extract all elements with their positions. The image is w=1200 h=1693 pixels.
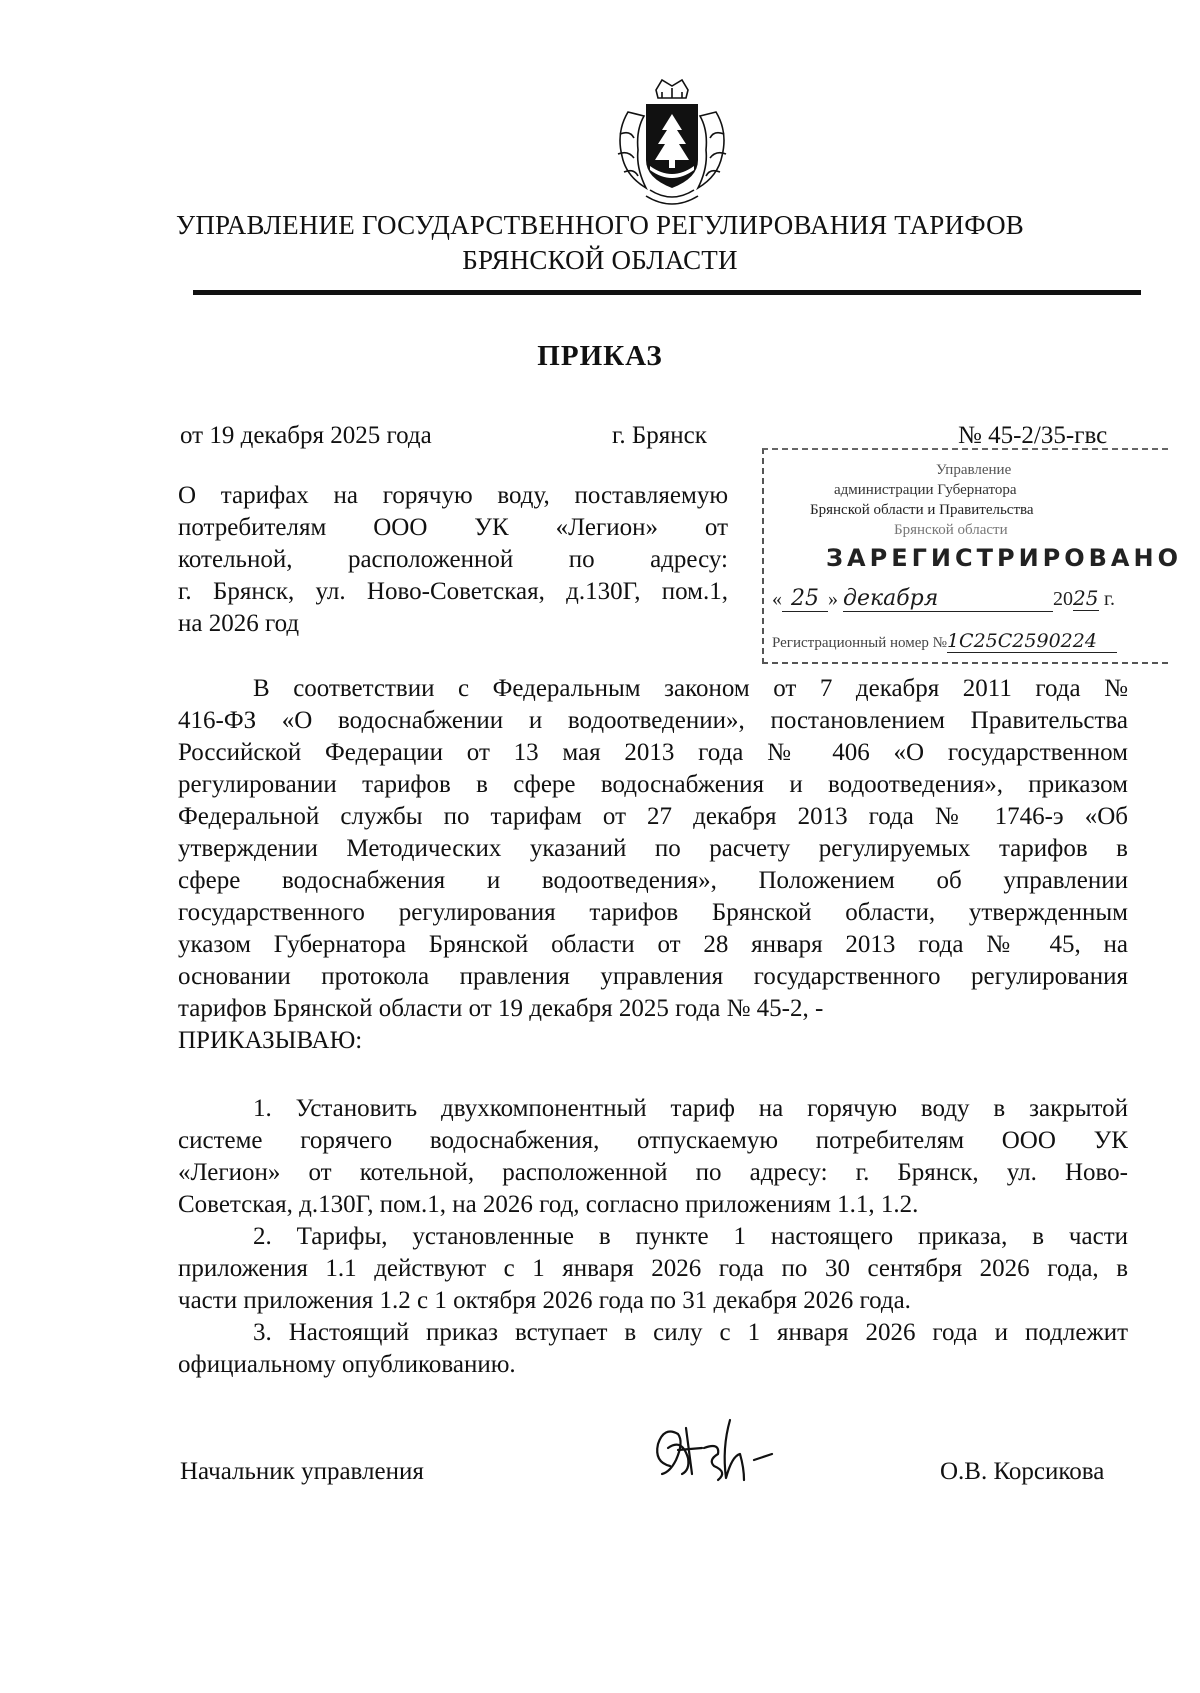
signatory-name: О.В. Корсикова (940, 1458, 1105, 1485)
preamble-line: сфере водоснабжения и водоотведения», Положением об управлении (178, 867, 1128, 894)
preamble-line: Федеральной службы по тарифам от 27 декабря 2013 года № 1746-э «Об (178, 803, 1128, 830)
order-city: г. Брянск (612, 422, 707, 449)
subject-line: котельной, расположенной по адресу: (178, 546, 728, 573)
authority-line-2: БРЯНСКОЙ ОБЛАСТИ (462, 245, 738, 275)
stamp-line-3: Брянской области и Правительства (810, 502, 1034, 518)
stamp-line-2: администрации Губернатора (834, 482, 1017, 498)
preamble-line: утверждении Методических указаний по расчету регулируемых тарифов в (178, 835, 1128, 862)
preamble-line: 416-ФЗ «О водоснабжении и водоотведении», постановлением Правительства (178, 707, 1128, 734)
subject-line: О тарифах на горячую воду, поставляемую (178, 482, 728, 509)
stamp-year-unit: г. (1104, 588, 1115, 610)
order-date: от 19 декабря 2025 года (180, 422, 432, 449)
stamp-month: декабря (843, 586, 1053, 612)
order-number: № 45-2/35-гвс (958, 422, 1108, 449)
issuing-authority (150, 208, 1050, 278)
item-3-line: 3. Настоящий приказ вступает в силу с 1 января 2026 года и подлежит (253, 1319, 1128, 1346)
order-body (178, 673, 1128, 1381)
stamp-reg-row (772, 630, 1117, 653)
stamp-status: ЗАРЕГИСТРИРОВАНО (826, 544, 1182, 572)
order-subject (178, 480, 728, 640)
header-divider (193, 290, 1141, 295)
registration-stamp (762, 448, 1182, 664)
stamp-reg-label: Регистрационный номер № (772, 635, 947, 651)
orders-word: ПРИКАЗЫВАЮ: (178, 1027, 363, 1054)
item-2-line: приложения 1.1 действуют с 1 января 2026 года по 30 сентября 2026 года, в (178, 1255, 1128, 1282)
subject-line: на 2026 год (178, 610, 300, 637)
stamp-line-4: Брянской области (894, 522, 1008, 538)
document-title: ПРИКАЗ (537, 340, 663, 372)
stamp-reg-number: 1С25С2590224 (947, 630, 1117, 653)
item-3-line: официальному опубликованию. (178, 1351, 516, 1378)
subject-line: г. Брянск, ул. Ново-Советская, д.130Г, пом.1, (178, 578, 728, 605)
preamble-line: В соответствии с Федеральным законом от 7 декабря 2011 года № (253, 675, 1128, 702)
item-1-line: 1. Установить двухкомпонентный тариф на горячую воду в закрытой (253, 1095, 1128, 1122)
stamp-line-1: Управление (936, 462, 1012, 478)
stamp-year-prefix: 20 (1053, 588, 1073, 610)
item-1-line: Советская, д.130Г, пом.1, на 2026 год, согласно приложениям 1.1, 1.2. (178, 1191, 919, 1218)
preamble-line: указом Губернатора Брянской области от 28 января 2013 года № 45, на (178, 931, 1128, 958)
stamp-date-row: « 25 » декабря 2025 г. (772, 586, 1115, 611)
authority-line-1: УПРАВЛЕНИЕ ГОСУДАРСТВЕННОГО РЕГУЛИРОВАНИЯ ТАРИФОВ (176, 210, 1024, 240)
stamp-year-suffix: 25 (1073, 586, 1099, 610)
preamble-line: государственного регулирования тарифов Брянской области, утвержденным (178, 899, 1128, 926)
stamp-day: 25 (782, 586, 828, 612)
coat-of-arms-icon (606, 72, 738, 212)
subject-line: потребителям ООО УК «Легион» от (178, 514, 728, 541)
preamble-line: Российской Федерации от 13 мая 2013 года № 406 «О государственном (178, 739, 1128, 766)
preamble-line: регулировании тарифов в сфере водоснабжения и водоотведения», приказом (178, 771, 1128, 798)
item-1-line: «Легион» от котельной, расположенной по адресу: г. Брянск, ул. Ново- (178, 1159, 1128, 1186)
item-2-line: 2. Тарифы, установленные в пункте 1 настоящего приказа, в части (253, 1223, 1128, 1250)
handwritten-signature-icon (648, 1408, 788, 1500)
preamble-line: тарифов Брянской области от 19 декабря 2025 года № 45-2, - (178, 995, 824, 1022)
item-2-line: части приложения 1.2 с 1 октября 2026 года по 31 декабря 2026 года. (178, 1287, 911, 1314)
item-1-line: системе горячего водоснабжения, отпускаемую потребителям ООО УК (178, 1127, 1128, 1154)
preamble-line: основании протокола правления управления государственного регулирования (178, 963, 1128, 990)
signatory-position: Начальник управления (180, 1458, 424, 1485)
